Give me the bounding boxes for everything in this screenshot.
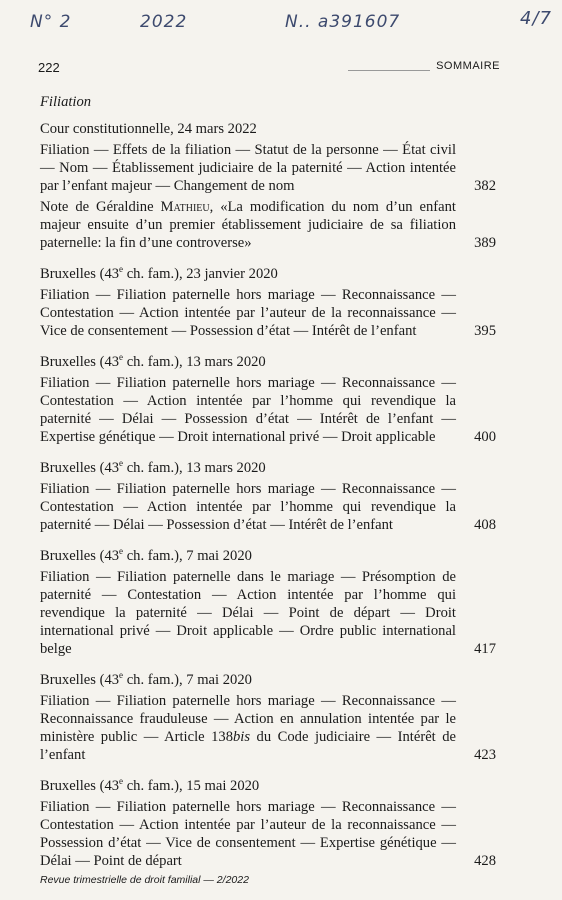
court-heading: Bruxelles (43e ch. fam.), 7 mai 2020 [40,546,252,564]
journal-footer: Revue trimestrielle de droit familial — 2/2022 [40,874,249,886]
block-spacer [40,343,496,353]
entry-text: Filiation — Filiation paternelle hors mariage — Reconnaissance — Reconnaissance frauduleuse — Action en annulation intentée par le ministère public — Article 138bis du Code judiciaire — Intérêt de l’enfant [40,693,457,763]
block-spacer [40,661,496,671]
toc-entry[interactable] [40,692,496,764]
toc-entry[interactable] [40,568,496,658]
toc-content [40,93,496,873]
toc-entry[interactable] [40,198,496,252]
page-header [38,60,500,82]
toc-block [40,265,496,340]
entry-text: Note de Géraldine Mathieu, «La modification du nom d’un enfant majeur ensuite d’un premier établissement judiciaire de sa filiation paternelle: la fin d’une controverse» [40,199,456,251]
entry-page-number: 423 [474,747,496,763]
handwritten-id: N.. a391607 [285,12,401,32]
entry-text: Filiation — Filiation paternelle dans le mariage — Présomption de paternité — Contestation — Action intentée par l’homme qui revendique la paternité — Délai — Point de départ — Droit international privé — Droit applicable — Ordre public international belge [40,569,456,657]
court-heading: Cour constitutionnelle, 24 mars 2022 [40,121,257,137]
page-number: 222 [38,60,60,75]
toc-entry[interactable] [40,798,496,870]
toc-entry[interactable] [40,374,496,446]
block-spacer [40,767,496,777]
entry-page-number: 417 [474,641,496,657]
entry-page-number: 395 [474,323,496,339]
entry-text: Filiation — Filiation paternelle hors mariage — Reconnaissance — Contestation — Action intentée par l’auteur de la reconnaissance — Possession d’état — Vice de consentement — Expertise génétique — Délai — Point de départ [40,799,456,869]
toc-block [40,671,496,764]
toc-entry[interactable] [40,286,496,340]
entry-page-number: 389 [474,235,496,251]
block-spacer [40,255,496,265]
section-label: SOMMAIRE [436,60,500,72]
header-rule [348,70,430,71]
entry-page-number: 408 [474,517,496,533]
toc-entry[interactable] [40,141,496,195]
entry-text: Filiation — Effets de la filiation — Statut de la personne — État civil — Nom — Établissement judiciaire de la paternité — Action intentée par l’enfant majeur — Changement de nom [40,142,456,194]
toc-entry[interactable] [40,480,496,534]
toc-block [40,120,496,252]
toc-block [40,353,496,446]
block-spacer [40,449,496,459]
block-spacer [40,537,496,547]
entry-page-number: 400 [474,429,496,445]
entry-page-number: 428 [474,853,496,869]
entry-text: Filiation — Filiation paternelle hors mariage — Reconnaissance — Contestation — Action intentée par l’homme qui revendique la paternité — Délai — Possession d’état — Intérêt de l’enfant [40,481,456,533]
court-heading: Bruxelles (43e ch. fam.), 7 mai 2020 [40,670,252,688]
handwritten-corner: 4/7 [520,8,552,29]
court-heading: Bruxelles (43e ch. fam.), 13 mars 2020 [40,458,266,476]
handwritten-annotation [30,6,552,42]
court-heading: Bruxelles (43e ch. fam.), 15 mai 2020 [40,776,260,794]
court-heading: Bruxelles (43e ch. fam.), 13 mars 2020 [40,352,266,370]
toc-blocks [40,120,496,870]
handwritten-year: 2022 [140,12,188,32]
toc-block [40,547,496,658]
toc-block [40,777,496,870]
entry-text: Filiation — Filiation paternelle hors mariage — Reconnaissance — Contestation — Action intentée par l’homme qui revendique la paternité — Délai — Possession d’état — Intérêt de l’enfant — Expertise génétique — Droit international privé — Droit applicable [40,375,456,445]
court-heading: Bruxelles (43e ch. fam.), 23 janvier 2020 [40,264,278,282]
section-title: Filiation [40,94,92,110]
handwritten-number: N° 2 [30,12,72,32]
entry-page-number: 382 [474,178,496,194]
entry-text: Filiation — Filiation paternelle hors mariage — Reconnaissance — Contestation — Action intentée par l’auteur de la reconnaissance — Vice de consentement — Possession d’état — Intérêt de l’enfant [40,287,456,339]
toc-block [40,459,496,534]
